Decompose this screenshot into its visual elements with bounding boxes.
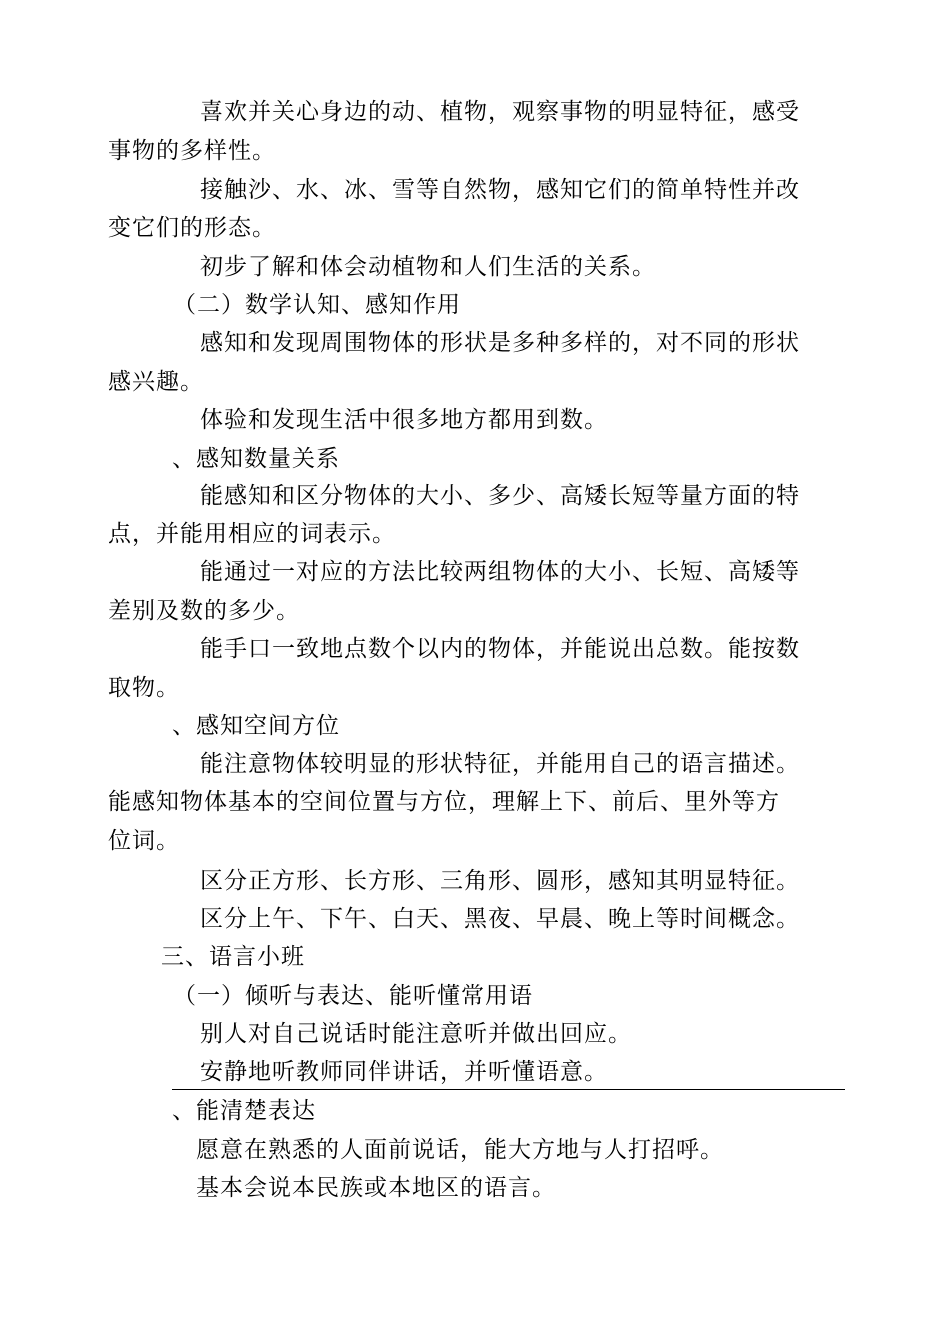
text-line: 差别及数的多少。: [108, 598, 300, 624]
text-line: 点，并能用相应的词表示。: [108, 521, 396, 547]
text-line: 能注意物体较明显的形状特征，并能用自己的语言描述。: [200, 751, 800, 777]
text-line: 变它们的形态。: [108, 215, 276, 241]
text-line: 位词。: [108, 828, 180, 854]
text-line: 区分正方形、长方形、三角形、圆形，感知其明显特征。: [200, 868, 800, 894]
text-line: 事物的多样性。: [108, 138, 276, 164]
text-line: 取物。: [108, 675, 180, 701]
text-line: 能手口一致地点数个以内的物体，并能说出总数。能按数: [200, 636, 800, 662]
text-line: 感兴趣。: [108, 369, 204, 395]
text-line: 能通过一对应的方法比较两组物体的大小、长短、高矮等: [200, 559, 800, 585]
text-line: 接触沙、水、冰、雪等自然物，感知它们的简单特性并改: [200, 177, 800, 203]
text-line: 能感知物体基本的空间位置与方位，理解上下、前后、里外等方: [108, 789, 780, 815]
text-line: 别人对自己说话时能注意听并做出回应。: [200, 1021, 632, 1047]
text-line: 区分上午、下午、白天、黑夜、早晨、晚上等时间概念。: [200, 906, 800, 932]
text-line: 安静地听教师同伴讲话，并听懂语意。: [200, 1059, 608, 1085]
text-line: 初步了解和体会动植物和人们生活的关系。: [200, 254, 656, 280]
horizontal-rule: [172, 1089, 845, 1090]
text-line: 愿意在熟悉的人面前说话，能大方地与人打招呼。: [196, 1137, 724, 1163]
section-heading: （一）倾听与表达、能听懂常用语: [173, 983, 533, 1009]
subsection-heading: 、感知空间方位: [172, 713, 340, 739]
text-line: 能感知和区分物体的大小、多少、高矮长短等量方面的特: [200, 483, 800, 509]
section-heading: （二）数学认知、感知作用: [173, 292, 461, 318]
text-line: 基本会说本民族或本地区的语言。: [196, 1175, 556, 1201]
subsection-heading: 、能清楚表达: [172, 1098, 316, 1124]
subsection-heading: 、感知数量关系: [172, 446, 340, 472]
section-heading: 三、语言小班: [161, 944, 305, 970]
text-line: 体验和发现生活中很多地方都用到数。: [200, 407, 608, 433]
text-line: 感知和发现周围物体的形状是多种多样的，对不同的形状: [200, 330, 800, 356]
text-line: 喜欢并关心身边的动、植物，观察事物的明显特征，感受: [200, 99, 800, 125]
